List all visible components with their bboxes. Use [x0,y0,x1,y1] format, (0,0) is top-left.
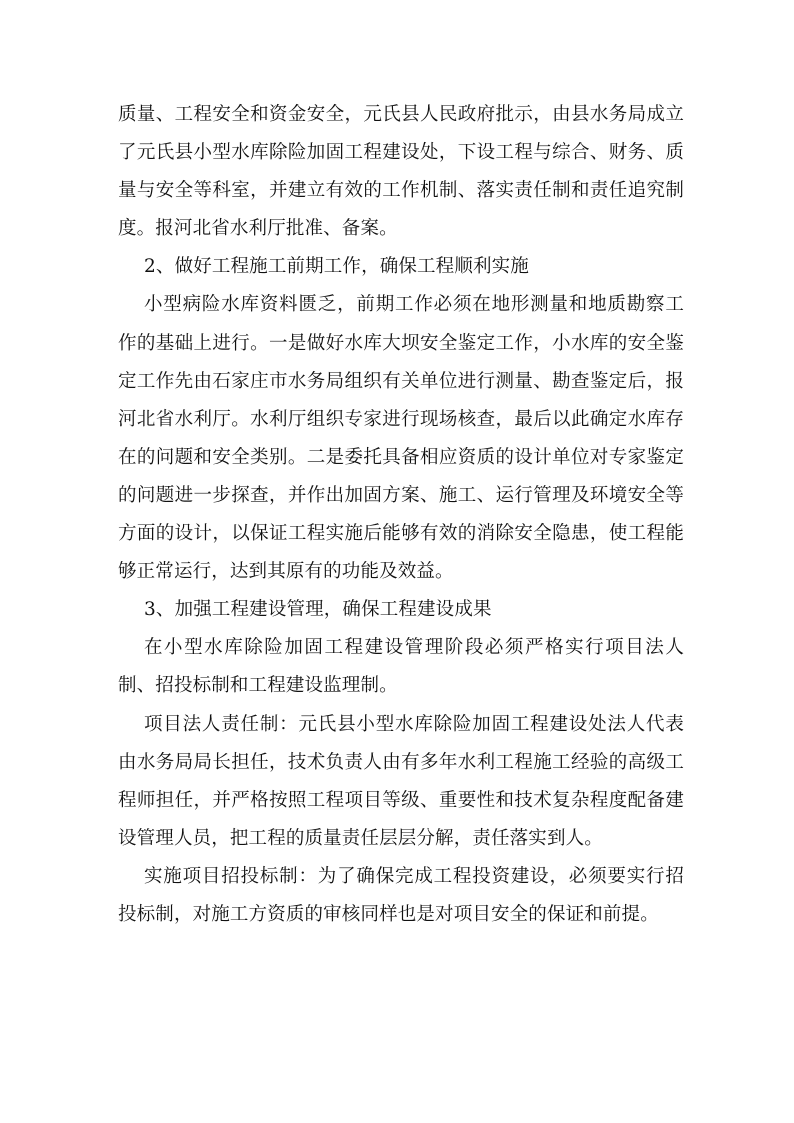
paragraph-preliminary-work: 小型病险水库资料匮乏，前期工作必须在地形测量和地质勘察工作的基础上进行。一是做好水库大坝安全鉴定工作，小水库的安全鉴定工作先由石家庄市水务局组织有关单位进行测量、勘查鉴定后，报河北省水利厅。水利厅组织专家进行现场核查，最后以此确定水库存在的问题和安全类别。二是委托具备相应资质的设计单位对专家鉴定的问题进一步探查，并作出加固方案、施工、运行管理及环境安全等方面的设计，以保证工程实施后能够有效的消除安全隐患，使工程能够正常运行，达到其原有的功能及效益。 [118,294,684,583]
document-body [118,96,684,934]
paragraph-management-systems: 在小型水库除险加固工程建设管理阶段必须严格实行项目法人制、招投标制和工程建设监理制。 [118,637,684,697]
paragraph-funding-safety: 质量、工程安全和资金安全，元氏县人民政府批示，由县水务局成立了元氏县小型水库除险加固工程建设处，下设工程与综合、财务、质量与安全等科室，并建立有效的工作机制、落实责任制和责任追究制度。报河北省水利厅批准、备案。 [118,104,684,240]
paragraph-legal-person-responsibility: 项目法人责任制：元氏县小型水库除险加固工程建设处法人代表由水务局局长担任，技术负责人由有多年水利工程施工经验的高级工程师担任，并严格按照工程项目等级、重要性和技术复杂程度配备建设管理人员，把工程的质量责任层层分解，责任落实到人。 [118,713,684,849]
section-heading-construction-management: 3、加强工程建设管理，确保工程建设成果 [144,599,492,621]
paragraph-bidding-system: 实施项目招投标制：为了确保完成工程投资建设，必须要实行招投标制，对施工方资质的审核同样也是对项目安全的保证和前提。 [118,865,684,925]
section-heading-preliminary-work: 2、做好工程施工前期工作，确保工程顺利实施 [144,256,529,278]
